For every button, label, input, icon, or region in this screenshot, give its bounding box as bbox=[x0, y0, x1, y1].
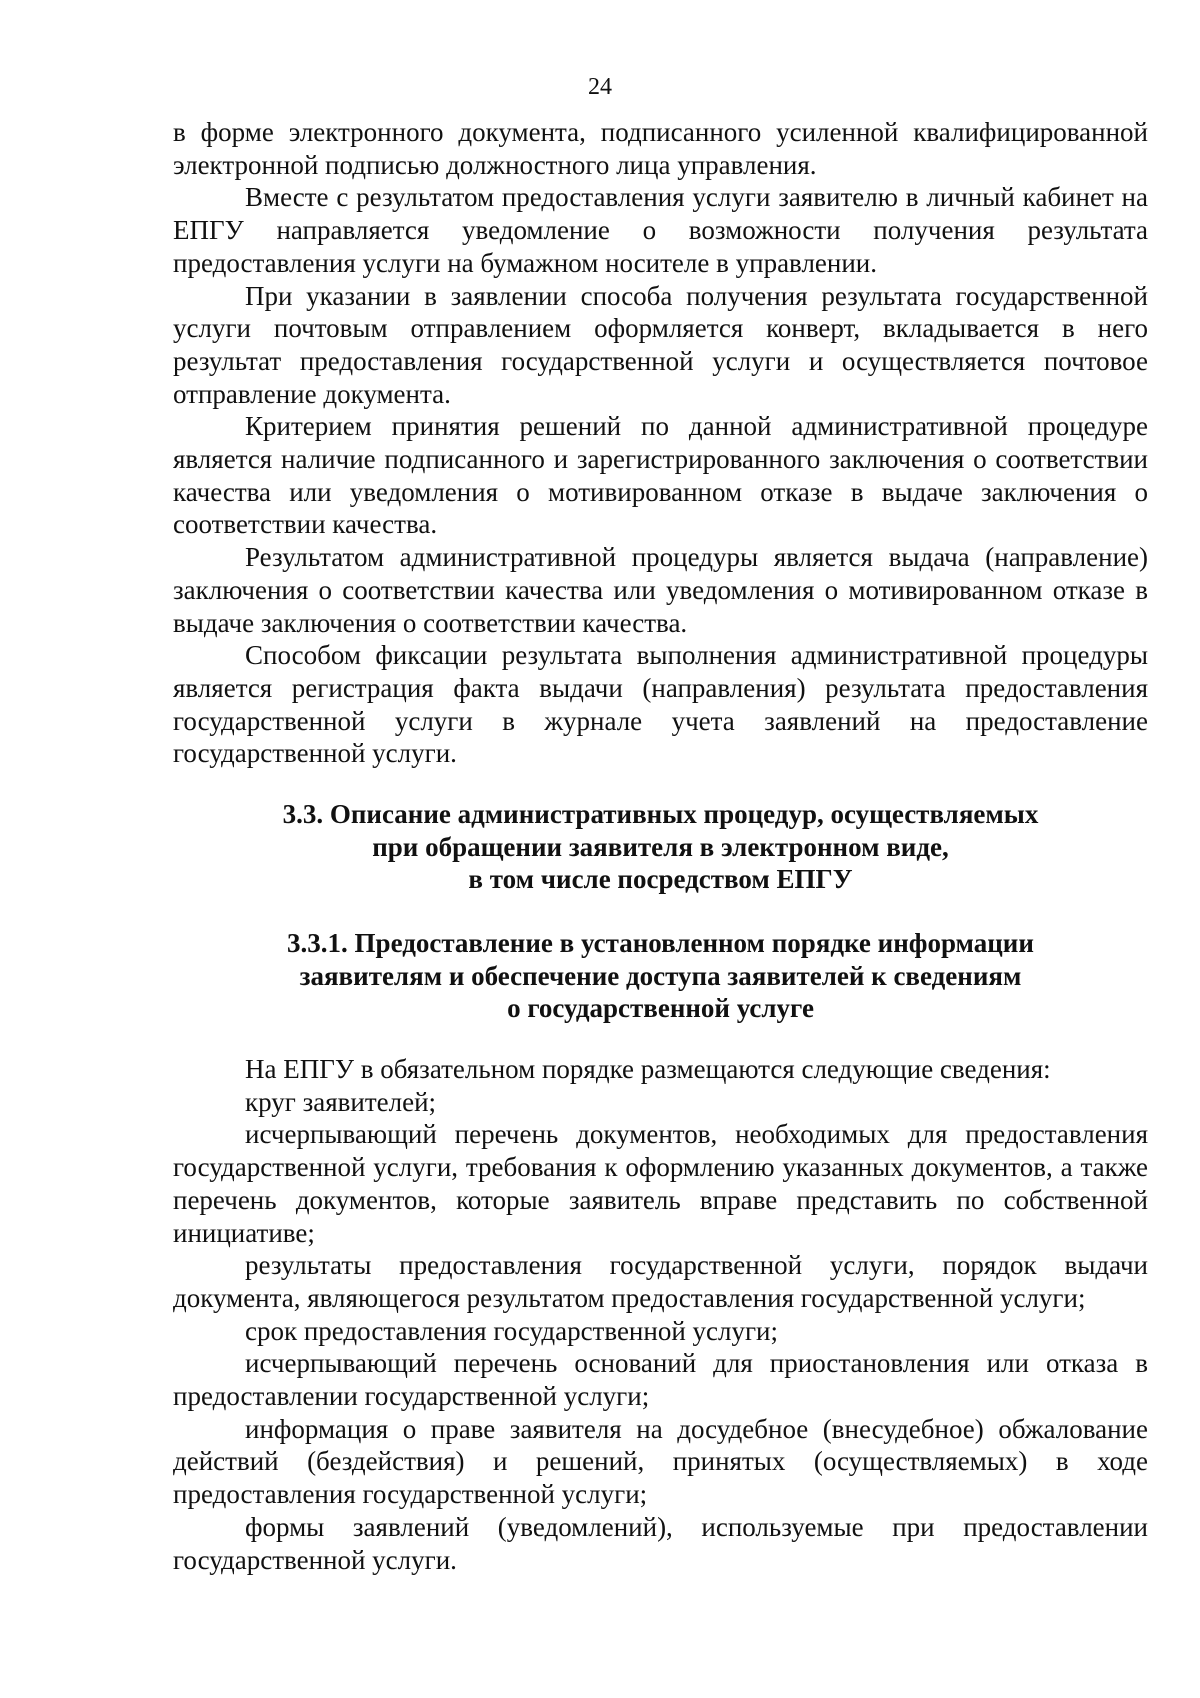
list-item-term: срок предоставления государственной услуги; bbox=[245, 1315, 779, 1346]
body-text-block-1 bbox=[173, 116, 1148, 770]
section-heading-3-3-1 bbox=[173, 927, 1148, 1025]
heading-line: в том числе посредством ЕПГУ bbox=[468, 864, 853, 895]
list-item-applicants: круг заявителей; bbox=[245, 1086, 437, 1117]
page-number: 24 bbox=[588, 74, 612, 100]
paragraph-signature-continuation: в форме электронного документа, подписанного усиленной квалифицированной электронной подписью должностного лица управления. bbox=[173, 117, 1148, 180]
heading-line: заявителям и обеспечение доступа заявителей к сведениям bbox=[299, 960, 1022, 991]
list-item-documents: исчерпывающий перечень документов, необходимых для предоставления государственной услуги, требования к оформлению указанных документов, а также перечень документов, которые заявитель вправе представить по собственной инициативе; bbox=[173, 1119, 1148, 1248]
heading-line: 3.3. Описание административных процедур, осуществляемых bbox=[282, 799, 1039, 829]
paragraph-epgu-info-intro: На ЕПГУ в обязательном порядке размещаются следующие сведения: bbox=[245, 1054, 1051, 1084]
list-item-results: результаты предоставления государственной услуги, порядок выдачи документа, являющегося результатом предоставления государственной услуги; bbox=[173, 1250, 1148, 1313]
section-heading-3-3 bbox=[173, 798, 1148, 896]
paragraph-result-registration: Способом фиксации результата выполнения административной процедуры является регистрация факта выдачи (направления) результата предоставления государственной услуги в журнале учета заявлений на предоставление государственной услуги. bbox=[173, 640, 1148, 769]
paragraph-notification: Вместе с результатом предоставления услуги заявителю в личный кабинет на ЕПГУ направляется уведомление о возможности получения результата предоставления услуги на бумажном носителе в управлении. bbox=[173, 182, 1148, 278]
list-item-appeal-rights: информация о праве заявителя на досудебное (внесудебное) обжалование действий (бездействия) и решений, принятых (осуществляемых) в ходе предоставления государственной услуги; bbox=[173, 1413, 1148, 1510]
paragraph-decision-criterion: Критерием принятия решений по данной административной процедуре является наличие подписанного и зарегистрированного заключения о соответствии качества или уведомления о мотивированном отказе в выдаче заключения о соответствии качества. bbox=[173, 411, 1148, 540]
body-text-block-2 bbox=[173, 1053, 1148, 1576]
heading-line: о государственной услуге bbox=[507, 993, 814, 1024]
list-item-forms: формы заявлений (уведомлений), используемые при предоставлении государственной услуги. bbox=[173, 1511, 1148, 1575]
paragraph-postal-delivery: При указании в заявлении способа получения результата государственной услуги почтовым отправлением оформляется конверт, вкладывается в него результат предоставления государственной услуги и осуществляется почтовое отправление документа. bbox=[173, 280, 1148, 409]
heading-line: 3.3.1. Предоставление в установленном порядке информации bbox=[287, 928, 1034, 958]
paragraph-procedure-result: Результатом административной процедуры является выдача (направление) заключения о соответствии качества или уведомления о мотивированном отказе в выдаче заключения о соответствии качества. bbox=[173, 542, 1148, 638]
heading-line: при обращении заявителя в электронном виде, bbox=[372, 831, 949, 862]
list-item-refusal-grounds: исчерпывающий перечень оснований для приостановления или отказа в предоставлении государственной услуги; bbox=[173, 1348, 1148, 1412]
